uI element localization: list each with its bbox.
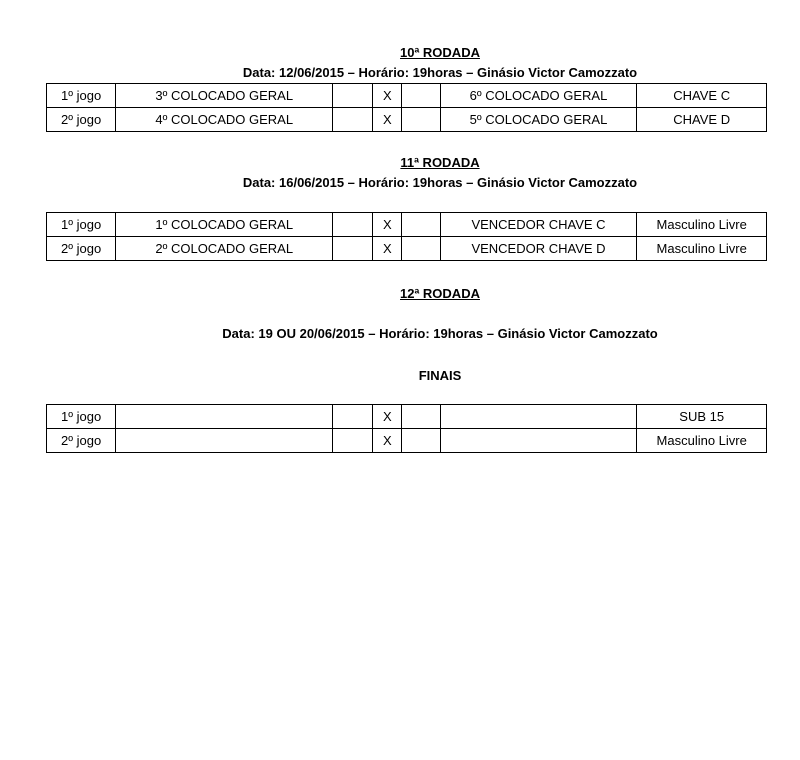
table-row	[47, 84, 767, 108]
blank-cell	[402, 84, 440, 108]
team-2: 5º COLOCADO GERAL	[440, 108, 637, 132]
versus-mark: X	[373, 108, 402, 132]
game-number: 1º jogo	[47, 405, 116, 429]
category: Masculino Livre	[637, 213, 767, 237]
blank-cell	[333, 213, 373, 237]
game-number: 2º jogo	[47, 108, 116, 132]
team-2	[440, 429, 637, 453]
game-number: 2º jogo	[47, 429, 116, 453]
category: CHAVE D	[637, 108, 767, 132]
game-number: 1º jogo	[47, 84, 116, 108]
team-1: 4º COLOCADO GERAL	[116, 108, 333, 132]
team-2: VENCEDOR CHAVE D	[440, 237, 637, 261]
round-12-info: Data: 19 OU 20/06/2015 – Horário: 19horas – Ginásio Victor Camozzato	[222, 326, 658, 341]
table-row	[47, 213, 767, 237]
versus-mark: X	[373, 237, 402, 261]
round-11-table	[46, 212, 767, 261]
blank-cell	[402, 429, 440, 453]
team-2: 6º COLOCADO GERAL	[440, 84, 637, 108]
table-row	[47, 237, 767, 261]
round-11-title: 11ª RODADA	[400, 155, 480, 170]
table-row	[47, 108, 767, 132]
table-row	[47, 405, 767, 429]
round-10-title: 10ª RODADA	[400, 45, 480, 60]
round-10-info: Data: 12/06/2015 – Horário: 19horas – Ginásio Victor Camozzato	[242, 65, 638, 80]
round-12-title: 12ª RODADA	[400, 286, 480, 301]
round-11-info: Data: 16/06/2015 – Horário: 19horas – Ginásio Victor Camozzato	[242, 175, 638, 190]
team-2	[440, 405, 637, 429]
blank-cell	[333, 108, 373, 132]
team-1: 3º COLOCADO GERAL	[116, 84, 333, 108]
blank-cell	[333, 237, 373, 261]
round-10-table	[46, 83, 767, 132]
category: Masculino Livre	[637, 429, 767, 453]
team-1: 1º COLOCADO GERAL	[116, 213, 333, 237]
table-row	[47, 429, 767, 453]
blank-cell	[402, 405, 440, 429]
versus-mark: X	[373, 84, 402, 108]
team-1: 2º COLOCADO GERAL	[116, 237, 333, 261]
blank-cell	[333, 84, 373, 108]
category: CHAVE C	[637, 84, 767, 108]
versus-mark: X	[373, 213, 402, 237]
round-12-table	[46, 404, 767, 453]
blank-cell	[402, 213, 440, 237]
team-2: VENCEDOR CHAVE C	[440, 213, 637, 237]
versus-mark: X	[373, 429, 402, 453]
game-number: 2º jogo	[47, 237, 116, 261]
category: Masculino Livre	[637, 237, 767, 261]
category: SUB 15	[637, 405, 767, 429]
blank-cell	[402, 108, 440, 132]
blank-cell	[333, 405, 373, 429]
game-number: 1º jogo	[47, 213, 116, 237]
finals-label: FINAIS	[418, 368, 462, 383]
blank-cell	[333, 429, 373, 453]
team-1	[116, 429, 333, 453]
versus-mark: X	[373, 405, 402, 429]
team-1	[116, 405, 333, 429]
blank-cell	[402, 237, 440, 261]
